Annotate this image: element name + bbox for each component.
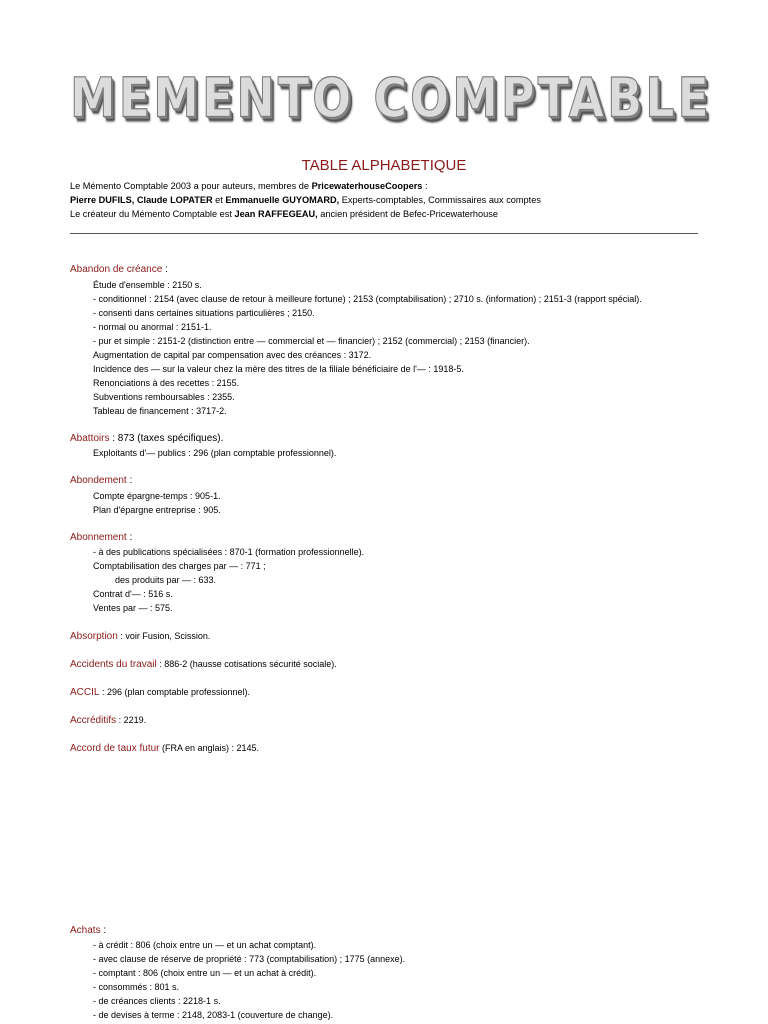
list-item: - conditionnel : 2154 (avec clause de retour à meilleure fortune) ; 2153 (comptabilisation) ; 2710 s. (information) ; 2151-3 (rapport spécial).: [93, 294, 642, 304]
entry-accil: ACCIL : 296 (plan comptable professionnel).: [70, 687, 251, 698]
list-item: Comptabilisation des charges par — : 771 ;: [93, 561, 266, 571]
index-title: TABLE ALPHABETIQUE: [301, 157, 467, 174]
list-item: - consommés : 801 s.: [93, 982, 180, 992]
list-item: Plan d'épargne entreprise : 905.: [93, 505, 221, 515]
list-item: Augmentation de capital par compensation avec des créances : 3172.: [93, 350, 372, 360]
list-item: Subventions remboursables : 2355.: [93, 392, 235, 402]
horizontal-rule: [70, 233, 698, 234]
list-item: - à crédit : 806 (choix entre un — et un achat comptant).: [93, 940, 317, 950]
list-item: - à des publications spécialisées : 870-1 (formation professionnelle).: [93, 547, 365, 557]
entry-abandon-de-creance: Abandon de créance :: [70, 264, 168, 275]
list-item: Contrat d'— : 516 s.: [93, 589, 173, 599]
list-item: Étude d'ensemble : 2150 s.: [93, 280, 202, 290]
list-item: - avec clause de réserve de propriété : 773 (comptabilisation) ; 1775 (annexe).: [93, 954, 406, 964]
list-item: - normal ou anormal : 2151-1.: [93, 322, 212, 332]
list-item: Incidence des — sur la valeur chez la mère des titres de la filiale bénéficiaire de l'— : 1918-5.: [93, 364, 464, 374]
intro-block: [70, 179, 541, 221]
entry-achats: Achats :: [70, 925, 107, 936]
list-item: des produits par — : 633.: [115, 575, 217, 585]
entry-accidents-du-travail: Accidents du travail : 886-2 (hausse cotisations sécurité sociale).: [70, 659, 337, 670]
entry-abondement: Abondement :: [70, 475, 133, 486]
entry-abattoirs: Abattoirs : 873 (taxes spécifiques).: [70, 433, 224, 444]
entry-abonnement: Abonnement :: [70, 532, 133, 543]
entry-accreditifs: Accréditifs : 2219.: [70, 715, 147, 726]
list-item: Renonciations à des recettes : 2155.: [93, 378, 240, 388]
list-item: - de devises à terme : 2148, 2083-1 (couverture de change).: [93, 1010, 334, 1020]
list-item: Ventes par — : 575.: [93, 603, 173, 613]
list-item: - pur et simple : 2151-2 (distinction entre — commercial et — financier) ; 2152 (commercial) ; 2153 (financier).: [93, 336, 530, 346]
list-item: - de créances clients : 2218-1 s.: [93, 996, 221, 1006]
entry-absorption: Absorption : voir Fusion, Scission.: [70, 631, 211, 642]
intro-line-names: Pierre DUFILS, Claude LOPATER et Emmanuelle GUYOMARD, Experts-comptables, Commissaires aux comptes: [70, 195, 541, 205]
list-item: Tableau de financement : 3717-2.: [93, 406, 227, 416]
main-title: MEMENTO COMPTABLE: [70, 66, 712, 130]
intro-line-creator: Le créateur du Mémento Comptable est Jean RAFFEGEAU, ancien président de Befec-Pricewaterhouse: [70, 209, 498, 219]
list-item: - comptant : 806 (choix entre un — et un achat à crédit).: [93, 968, 317, 978]
list-item: - consenti dans certaines situations particulières ; 2150.: [93, 308, 315, 318]
list-item: Compte épargne-temps : 905-1.: [93, 491, 221, 501]
entry-accord-de-taux-futur: Accord de taux futur (FRA en anglais) : 2145.: [70, 743, 260, 754]
list-item: Exploitants d'— publics : 296 (plan comptable professionnel).: [93, 448, 337, 458]
intro-line-authors: Le Mémento Comptable 2003 a pour auteurs, membres de PricewaterhouseCoopers :: [70, 181, 428, 191]
